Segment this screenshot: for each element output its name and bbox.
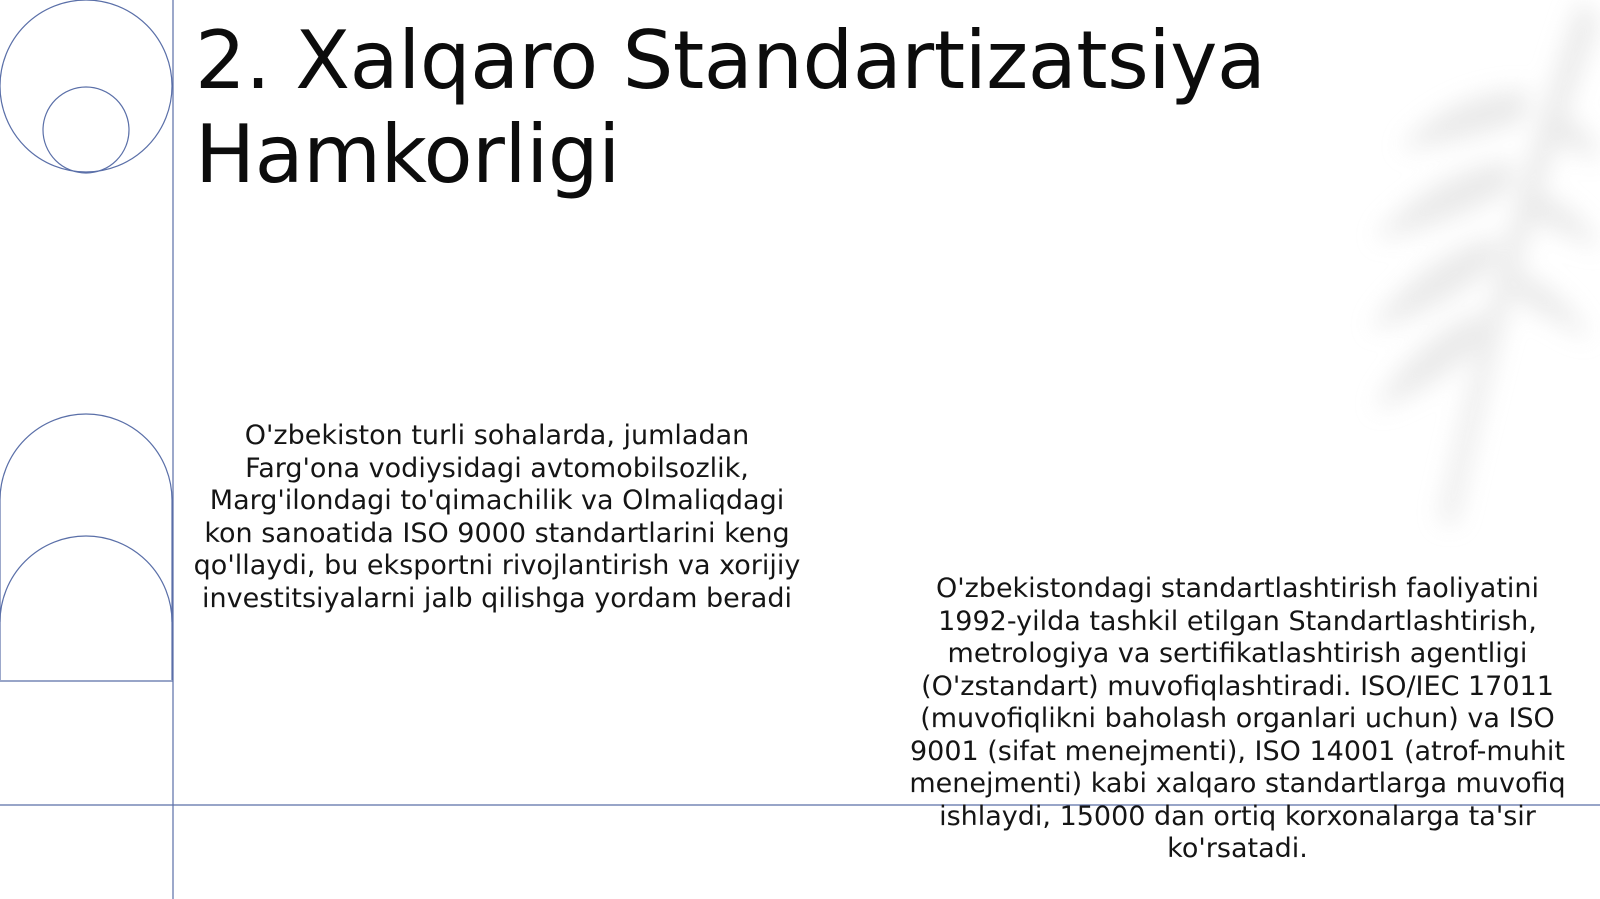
slide-title: 2. Xalqaro Standartizatsiya Hamkorligi (195, 14, 1266, 201)
large-circle-outline (0, 0, 172, 172)
lower-arch-outline (0, 536, 172, 622)
small-circle-outline (43, 87, 129, 173)
upper-arch-outline (0, 414, 172, 500)
left-paragraph: O'zbekiston turli sohalarda, jumladan Farg'ona vodiysidagi avtomobilsozlik, Marg'ilondagi to'qimachilik va Olmaliqdagi kon sanoatida ISO 9000 standartlarini keng qo'llaydi, bu eksportni rivojlantirish va xorijiy investitsiyalarni jalb qilishga yordam beradi (193, 420, 801, 614)
right-paragraph: O'zbekistondagi standartlashtirish faoliyatini 1992-yilda tashkil etilgan Standartlashtirish, metrologiya va sertifikatlashtirish agentligi (O'zstandart) muvofiqlashtiradi. ISO/IEC 17011 (muvofiqlikni baholash organlari uchun) va ISO 9001 (sifat menejmenti), ISO 14001 (atrof-muhit menejmenti) kabi xalqaro standartlarga muvofiq ishlaydi, 15000 dan ortiq korxonalarga ta'sir ko'rsatadi. (909, 573, 1566, 864)
